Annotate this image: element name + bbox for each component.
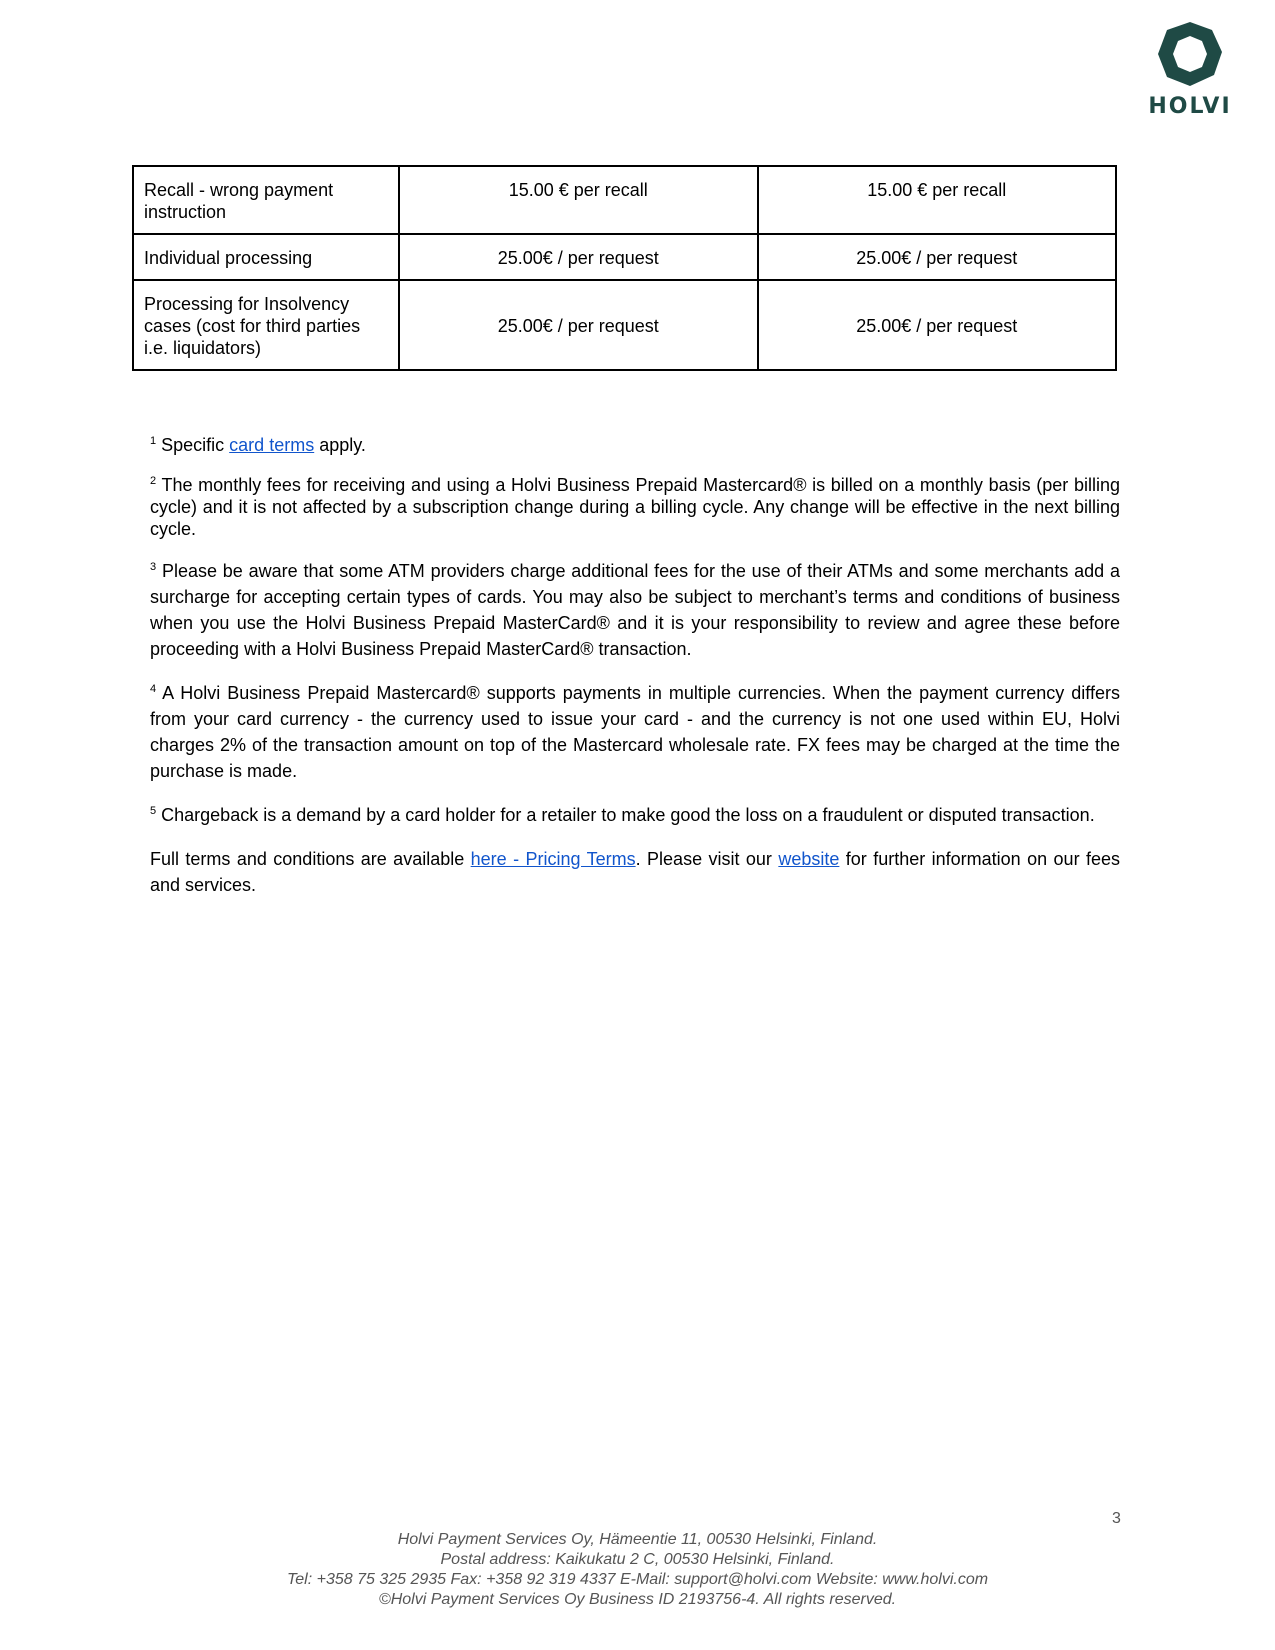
footer-postal: Postal address: Kaikukatu 2 C, 00530 Helsinki, Finland. <box>440 1551 835 1568</box>
footnote-marker: 2 <box>150 475 157 487</box>
footnote-text: Chargeback is a demand by a card holder for a retailer to make good the loss on a fraudulent or disputed transaction. <box>161 805 1095 825</box>
footnote-4 <box>150 680 1120 784</box>
row-label: Processing for Insolvency cases (cost for third parties i.e. liquidators) <box>133 280 399 370</box>
row-value: 25.00€ / per request <box>758 234 1117 280</box>
footer-address: Holvi Payment Services Oy, Hämeentie 11, 00530 Helsinki, Finland. <box>397 1531 878 1548</box>
row-value: 15.00 € per recall <box>758 166 1117 234</box>
closing-text: for further information on our fees and services. <box>150 849 1120 895</box>
brand-name: HOLVI <box>1148 94 1232 119</box>
closing-paragraph <box>150 846 1120 898</box>
footnote-text: apply. <box>314 435 366 455</box>
row-value: 25.00€ / per request <box>399 234 758 280</box>
footnote-text: Specific <box>161 435 230 455</box>
footnote-text: Please be aware that some ATM providers charge additional fees for the use of their ATMs and some merchants add a surcharge for accepting certain types of cards. You may also be subject to merchant’s terms and conditions of business when you use the Holvi Business Prepaid MasterCard® and it is your responsibility to review and agree these before proceeding with a Holvi Business Prepaid MasterCard® transaction. <box>150 561 1120 659</box>
footnote-marker: 5 <box>150 805 157 817</box>
holvi-logo <box>1140 20 1240 119</box>
footnote-text: The monthly fees for receiving and using a Holvi Business Prepaid Mastercard® is billed on a monthly basis (per billing cycle) and it is not affected by a subscription change during a billing cycle. Any change will be effective in the next billing cycle. <box>150 475 1120 539</box>
row-label: Recall - wrong payment instruction <box>133 166 399 234</box>
footnotes <box>150 434 1120 916</box>
octagon-logo-icon <box>1156 20 1224 88</box>
footnote-marker: 3 <box>150 561 157 573</box>
footnote-marker: 1 <box>150 435 157 447</box>
footnote-3 <box>150 558 1120 662</box>
closing-text: . Please visit our <box>635 849 779 869</box>
table-row <box>133 166 1116 234</box>
card-terms-link[interactable]: card terms <box>229 435 315 455</box>
footnote-5 <box>150 802 1120 828</box>
footer-copyright: ©Holvi Payment Services Oy Business ID 2193756-4. All rights reserved. <box>378 1591 897 1608</box>
closing-text: Full terms and conditions are available <box>150 849 471 869</box>
footnote-text: A Holvi Business Prepaid Mastercard® supports payments in multiple currencies. When the payment currency differs from your card currency - the currency used to issue your card - and the currency is not one used within EU, Holvi charges 2% of the transaction amount on top of the Mastercard wholesale rate. FX fees may be charged at the time the purchase is made. <box>150 683 1120 781</box>
row-value: 25.00€ / per request <box>758 280 1117 370</box>
page-footer <box>0 1530 1275 1610</box>
pricing-terms-link[interactable]: here - Pricing Terms <box>470 849 636 869</box>
row-label: Individual processing <box>133 234 399 280</box>
footnote-1 <box>150 434 1120 456</box>
page-number: 3 <box>1112 1510 1121 1527</box>
row-value: 25.00€ / per request <box>399 280 758 370</box>
footnote-2 <box>150 474 1120 540</box>
website-link[interactable]: website <box>778 849 840 869</box>
footnote-marker: 4 <box>150 683 157 695</box>
table-row <box>133 234 1116 280</box>
table-row <box>133 280 1116 370</box>
footer-contact: Tel: +358 75 325 2935 Fax: +358 92 319 4337 E-Mail: support@holvi.com Website: www.holvi.com <box>286 1571 989 1588</box>
row-value: 15.00 € per recall <box>399 166 758 234</box>
fees-table <box>132 165 1117 371</box>
